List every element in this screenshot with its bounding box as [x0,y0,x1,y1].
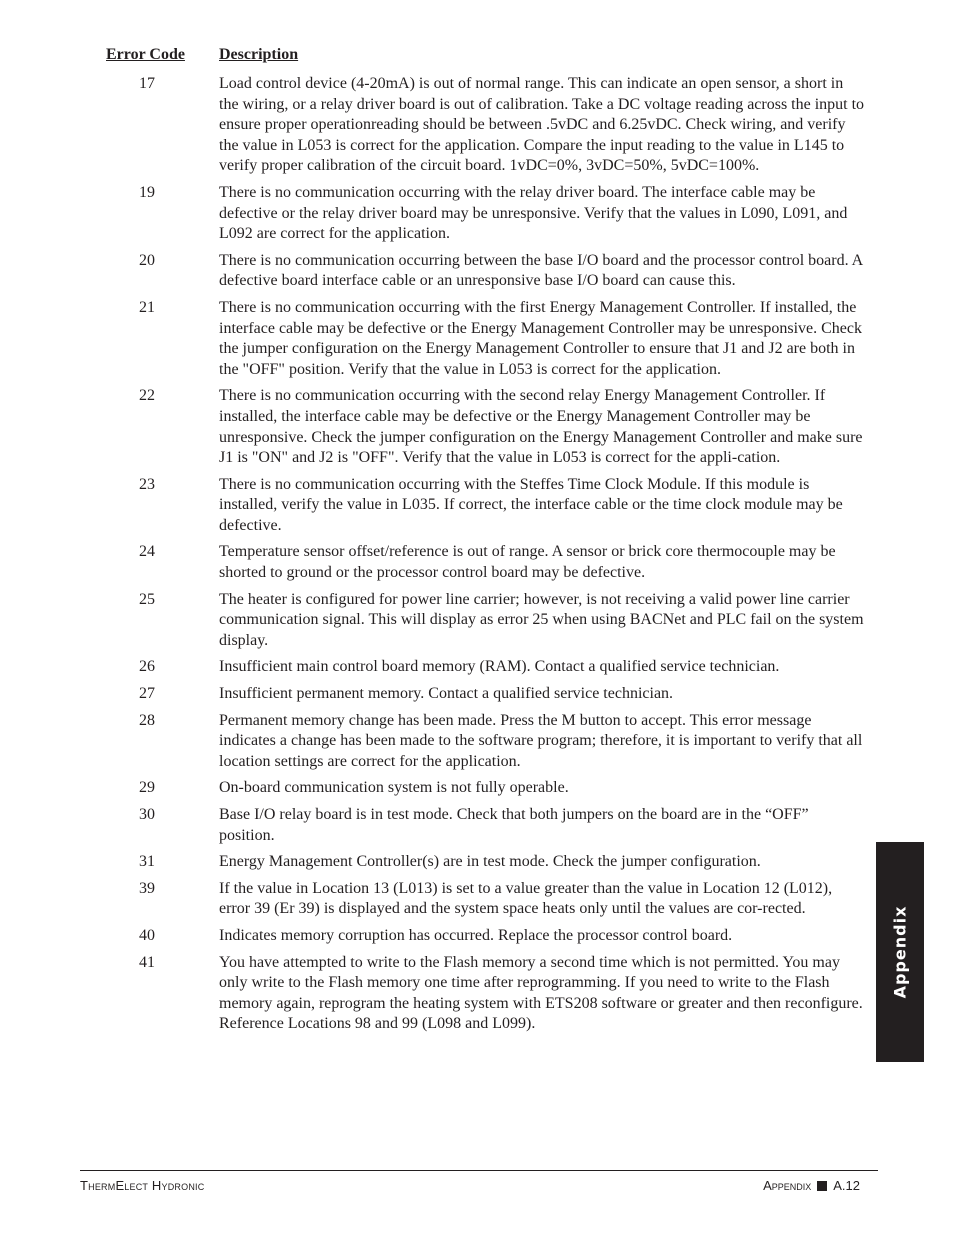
error-description: Temperature sensor offset/reference is out of range. A sensor or brick core thermocouple may be shorted to ground or the processor control board may be defective. [219,543,836,582]
error-code: 26 [139,658,155,676]
error-code: 25 [139,590,155,608]
error-code: 24 [139,543,155,561]
error-code: 21 [139,298,155,316]
error-description: If the value in Location 13 (L013) is set to a value greater than the value in Location 12 (L012), error 39 (Er 39) is displayed and the system space heats only until the values are cor-rected. [219,879,833,918]
square-bullet-icon [817,1181,827,1191]
error-description: There is no communication occurring with the second relay Energy Management Controller. If installed, the interface cable may be defective or the Energy Management Controller may be unresponsive. Check the jumper configuration on the Energy Management Controller and make sure J1 is "ON" and J2 is "OFF". Verify that the value in L053 is correct for the appli-cation. [219,387,863,467]
table-row [106,953,866,1035]
error-code-heading: Error Code [106,46,185,63]
error-description: On-board communication system is not fully operable. [219,779,569,797]
table-row [106,386,866,468]
error-description: There is no communication occurring with the relay driver board. The interface cable may be defective or the relay driver board may be unresponsive. Verify that the values in L090, L091, and L092 are correct for the application. [219,183,848,243]
error-description: The heater is configured for power line carrier; however, is not receiving a valid power line carrier communication signal. This will display as error 25 when using BACNet and PLC fail on the system display. [219,590,864,649]
error-code: 31 [139,853,155,871]
error-description: Load control device (4-20mA) is out of normal range. This can indicate an open sensor, a short in the wiring, or a relay driver board is out of calibration. Take a DC voltage reading across the input to ensure proper operationreading should be between .5vDC and 6.25vDC. Check wiring, and verify the value in L053 is correct for the application. Compare the input reading to the value in L145 to verify proper calibration of the circuit board. 1vDC=0%, 3vDC=50%, 5vDC=100%. [219,75,865,175]
error-description: You have attempted to write to the Flash memory a second time which is not permitted. You may only write to the Flash memory one time after reprogramming. If you need to write to the Flash memory again, reprogram the heating system with ETS208 software or greater and then reconfigure. Reference Locations 98 and 99 (L098 and L099). [219,953,863,1033]
footer-divider [80,1170,878,1171]
error-code: 28 [139,711,155,729]
error-description: Permanent memory change has been made. Press the M button to accept. This error message indicates a change has been made to the software program; therefore, it is important to verify that all location settings are correct for the application. [219,711,863,770]
table-row [106,711,866,773]
table-row [106,657,866,678]
error-description: Insufficient main control board memory (RAM). Contact a qualified service technician. [219,658,780,676]
error-code: 41 [139,953,155,971]
table-row [106,805,866,846]
error-code: 29 [139,779,155,797]
error-code: 40 [139,926,155,944]
error-code-table [106,44,866,1035]
error-description: Energy Management Controller(s) are in test mode. Check the jumper configuration. [219,853,761,871]
error-description: There is no communication occurring with the first Energy Management Controller. If installed, the interface cable may be defective or the Energy Management Controller may be unresponsive. Check the jumper configuration on the Energy Management Controller to ensure that J1 and J2 are both in the "OFF" position. Verify that the value in L053 is correct for the application. [219,298,863,378]
footer-section-name: Appendix [763,1178,812,1193]
table-row [106,183,866,245]
error-code: 27 [139,685,155,703]
error-code: 19 [139,183,155,201]
table-row [106,590,866,652]
table-row [106,926,866,947]
error-description: Indicates memory corruption has occurred. Replace the processor control board. [219,926,733,944]
error-code: 22 [139,387,155,405]
footer-product-name: ThermElect Hydronic [80,1178,205,1193]
error-description: Insufficient permanent memory. Contact a qualified service technician. [219,685,674,703]
side-tab-label: Appendix [890,905,910,999]
error-code: 17 [139,75,155,92]
table-row [106,879,866,920]
error-description: There is no communication occurring with the Steffes Time Clock Module. If this module is installed, verify the value in L035. If correct, the interface cable or the time clock module may be defective. [219,475,843,534]
appendix-side-tab [876,842,924,1062]
table-row [106,778,866,799]
error-code: 23 [139,475,155,493]
table-row [106,684,866,705]
page-number: A.12 [833,1178,860,1193]
table-row [106,475,866,537]
error-code: 39 [139,879,155,897]
table-row [106,251,866,292]
error-description: There is no communication occurring between the base I/O board and the processor control board. A defective board interface cable or an unresponsive base I/O board can cause this. [219,251,863,290]
table-row [106,74,866,177]
table-row [106,852,866,873]
table-row [106,298,866,380]
error-code: 20 [139,251,155,269]
footer-page-info [763,1178,860,1193]
table-header [106,44,866,68]
description-heading: Description [219,46,299,63]
table-row [106,542,866,583]
error-code: 30 [139,806,155,823]
error-description: Base I/O relay board is in test mode. Check that both jumpers on the board are in the “OFF” position. [219,806,809,844]
